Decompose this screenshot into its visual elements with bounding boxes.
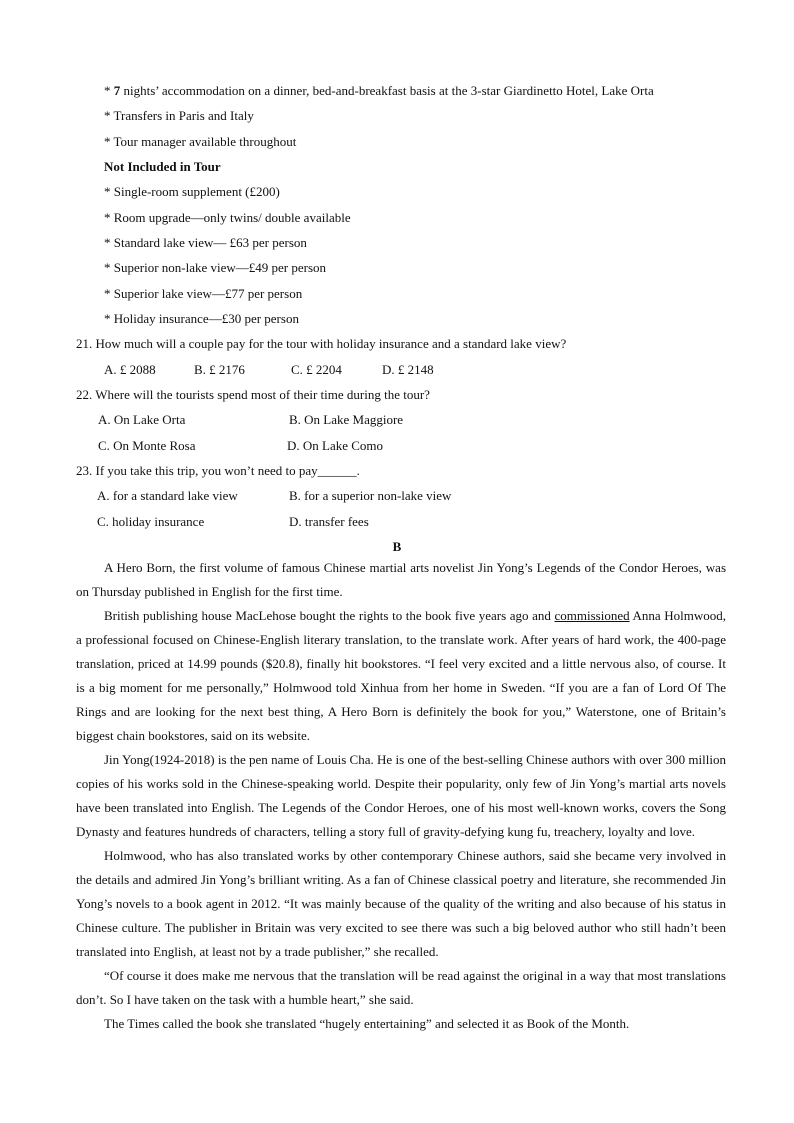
included-item-3 bbox=[104, 134, 296, 150]
bold-number: 7 bbox=[113, 83, 121, 98]
included-item-1 bbox=[104, 83, 654, 99]
answer-blank: ______ bbox=[317, 463, 357, 478]
q22-option-c: C. On Monte Rosa bbox=[98, 438, 196, 453]
paragraph-2-text-cont: Anna Holmwood, a professional focused on Chinese-English literary translation, to the translate work. After years of hard work, the 400-page translation, priced at 14.99 pounds ($20.8), finally hit bookstores. “I feel very excited and a little nervous also, of course. It is a big moment for me personally,” Holmwood told Xinhua from her home in Sweden. “If you are a fan of Lord Of The Rings and are looking for the next best thing, A Hero Born is definitely the book for you,” Waterstone, one of Britain’s biggest chain bookstores, said on its website. bbox=[76, 608, 726, 743]
not-included-item: * Superior lake view—£77 per person bbox=[104, 286, 303, 301]
paragraph-6: The Times called the book she translated “hugely entertaining” and selected it as Book of the Month. bbox=[104, 1016, 630, 1031]
paragraph-1: A Hero Born, the first volume of famous Chinese martial arts novelist Jin Yong’s Legends of the Condor Heroes, was on Thursday published in English for the first time. bbox=[76, 560, 726, 599]
question-23-stem bbox=[76, 463, 360, 479]
section-b-label: B bbox=[392, 539, 402, 554]
included-item-text: nights’ accommodation on a dinner, bed-and-breakfast basis at the 3-star Giardinetto Hotel, Lake Orta bbox=[120, 83, 654, 98]
not-included-item: * Room upgrade—only twins/ double available bbox=[104, 210, 351, 225]
included-item-text: Transfers in Paris and Italy bbox=[113, 108, 254, 123]
q22-option-d: D. On Lake Como bbox=[287, 438, 384, 453]
bullet-marker: * bbox=[104, 83, 114, 98]
question-22-stem: 22. Where will the tourists spend most of their time during the tour? bbox=[76, 387, 430, 402]
not-included-item: * Superior non-lake view—£49 per person bbox=[104, 260, 327, 275]
passage-b bbox=[76, 556, 726, 1036]
q21-option-a: A. £ 2088 bbox=[104, 362, 156, 377]
q23-option-d: D. transfer fees bbox=[289, 514, 369, 529]
included-item-2 bbox=[104, 108, 254, 124]
q21-option-d: D. £ 2148 bbox=[382, 362, 434, 377]
paragraph-4: Holmwood, who has also translated works by other contemporary Chinese authors, said she became very involved in the details and admired Jin Yong’s brilliant writing. As a fan of Chinese classical poetry and literature, she recommended Jin Yong’s novels to a book agent in 2012. “It was mainly because of the quality of the writing and also because of his status in Chinese culture. The publisher in Britain was very excited to see there was such a big beloved author who still hadn’t been translated into English, at least not by a trade publisher,” she recalled. bbox=[76, 848, 726, 959]
underlined-word: commissioned bbox=[554, 608, 630, 623]
included-item-text: Tour manager available throughout bbox=[113, 134, 297, 149]
paragraph-3: Jin Yong(1924-2018) is the pen name of Louis Cha. He is one of the best-selling Chinese authors with over 300 million copies of his works sold in the Chinese-speaking world. Despite their popularity, only few of Jin Yong’s martial arts novels have been translated into English. The Legends of the Condor Heroes, one of his most well-known works, covers the Song Dynasty and features hundreds of characters, telling a story full of gravity-defying kung fu, treachery, loyalty and love. bbox=[76, 752, 726, 839]
not-included-item: * Standard lake view— £63 per person bbox=[104, 235, 307, 250]
not-included-item: * Holiday insurance—£30 per person bbox=[104, 311, 299, 326]
q23-option-c: C. holiday insurance bbox=[97, 514, 205, 529]
bullet-marker: * bbox=[104, 134, 114, 149]
paragraph-2 bbox=[76, 604, 726, 748]
paragraph-2-text: British publishing house MacLehose bought the rights to the book five years ago and bbox=[104, 608, 555, 623]
q22-option-b: B. On Lake Maggiore bbox=[289, 412, 404, 427]
q21-option-b: B. £ 2176 bbox=[194, 362, 245, 377]
question-23-period: . bbox=[356, 463, 360, 478]
q23-option-b: B. for a superior non-lake view bbox=[289, 488, 452, 503]
q22-option-a: A. On Lake Orta bbox=[98, 412, 186, 427]
q21-option-c: C. £ 2204 bbox=[291, 362, 342, 377]
question-21-stem: 21. How much will a couple pay for the tour with holiday insurance and a standard lake view? bbox=[76, 336, 567, 351]
bullet-marker: * bbox=[104, 108, 114, 123]
not-included-heading: Not Included in Tour bbox=[104, 159, 221, 174]
question-23-text: 23. If you take this trip, you won’t need to pay bbox=[76, 463, 318, 478]
paragraph-5: “Of course it does make me nervous that the translation will be read against the original in a way that most translations don’t. So I have taken on the task with a humble heart,” she said. bbox=[76, 968, 726, 1007]
q23-option-a: A. for a standard lake view bbox=[97, 488, 238, 503]
not-included-item: * Single-room supplement (£200) bbox=[104, 184, 280, 199]
